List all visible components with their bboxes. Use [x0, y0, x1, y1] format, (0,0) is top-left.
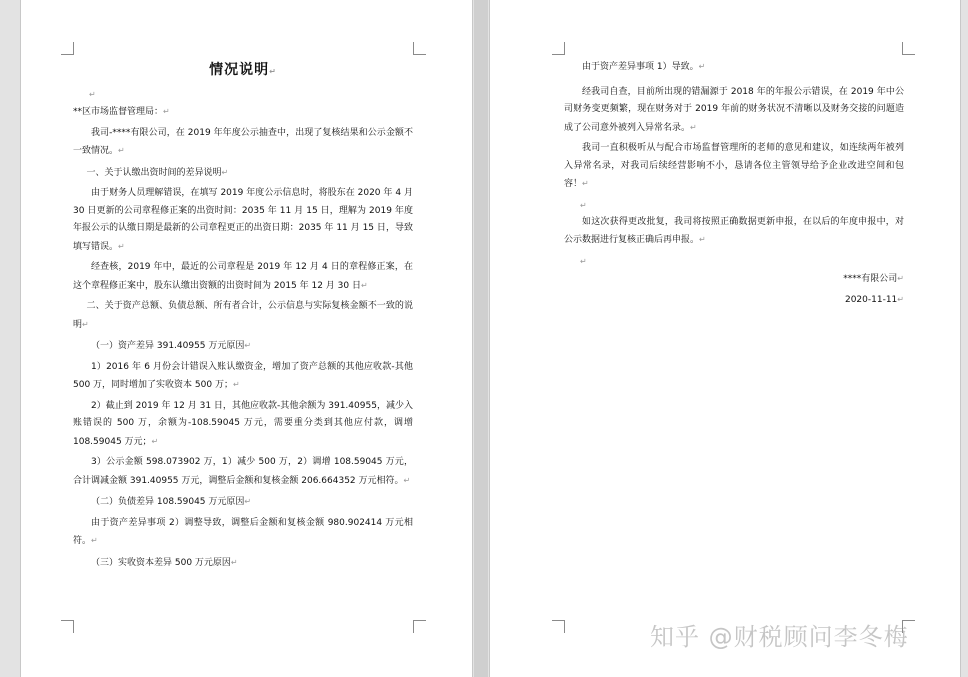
document-page-1 [20, 0, 473, 677]
document-title: 情况说明↵ [209, 62, 277, 78]
request-paragraph: 我司一直积极听从与配合市场监督管理所的老师的意见和建议，如连续两年被列入异常名录，对我司后续经营影响不小，恳请各位主管领导给予企业改进空间和包容！↵ [564, 143, 904, 189]
section-1-paragraph-1: 由于财务人员理解错误，在填写 2019 年度公示信息时，将股东在 2020 年 4 月 30 日更新的公司章程修正案的出资时间：2035 年 11 月 15 日，理解为 2019 年度年报公示的认缴日期是最新的公司章程更正的出资日期：2035 年 11 月 15 日，导致填写错误。↵ [73, 188, 413, 252]
self-check-paragraph: 经我司自查，目前所出现的错漏源于 2018 年的年报公示错误，在 2019 年中公司财务变更频繁，现在财务对于 2019 年前的财务状况不清晰以及财务交接的问题造成了公司意外被列入异常名录。↵ [564, 86, 904, 133]
blank-paragraph: ↵ [580, 256, 587, 266]
commitment-paragraph: 如这次获得更改批复，我司将按照正确数据更新申报，在以后的年度申报中，对公示数据进行复核正确后再申报。↵ [564, 216, 904, 245]
subsection-2-paragraph: 由于资产差异事项 2）调整导致，调整后金额和复核金额 980.902414 万元相符。↵ [73, 517, 413, 546]
subsection-2-heading: （二）负债差异 108.59045 万元原因↵ [91, 497, 252, 507]
section-1-heading: 一、关于认缴出资时间的差异说明↵ [86, 167, 229, 178]
document-page-2 [489, 0, 961, 677]
margin-corner-mark [413, 42, 426, 55]
subsection-1-item-1: 1）2016 年 6 月份会计错误入账认缴资金，增加了资产总额的其他应收款-其他 500 万，同时增加了实收资本 500 万；↵ [73, 361, 413, 390]
signature-company: ****有限公司↵ [843, 273, 904, 284]
section-1-paragraph-2: 经查核，2019 年中，最近的公司章程是 2019 年 12 月 4 日的章程修正案，在这个章程修正案中，股东认缴出资额的出资时间为 2015 年 12 月 30 日↵ [73, 262, 413, 291]
signature-date: 2020-11-11↵ [844, 295, 904, 305]
blank-paragraph: ↵ [89, 90, 96, 99]
subsection-1-item-2: 2）截止到 2019 年 12 月 31 日，其他应收款-其他余额为 391.40955，减少入账错误的 500 万，余额为-108.59045 万元，需要重分类到其他应付款，调增 108.59045 万元；↵ [73, 400, 413, 447]
intro-paragraph: 我司-****有限公司，在 2019 年年度公示抽查中，出现了复核结果和公示金额不一致情况。↵ [73, 127, 413, 156]
blank-paragraph: ↵ [580, 200, 587, 210]
margin-corner-mark [552, 42, 565, 55]
margin-corner-mark [61, 42, 74, 55]
continuation-paragraph: 由于资产差异事项 1）导致。↵ [582, 62, 706, 72]
margin-corner-mark [552, 620, 565, 633]
subsection-3-heading: （三）实收资本差异 500 万元原因↵ [91, 557, 238, 568]
page-2-body[interactable] [564, 58, 904, 313]
subsection-1-heading: （一）资产差异 391.40955 万元原因↵ [91, 341, 252, 351]
margin-corner-mark [902, 42, 915, 55]
page-1-body[interactable] [73, 58, 413, 575]
watermark: 知乎 @财税顾问李冬梅 [650, 623, 909, 651]
margin-corner-mark [61, 620, 74, 633]
addressee: **区市场监督管理局：↵ [73, 107, 170, 117]
margin-corner-mark [413, 620, 426, 633]
page-gap [474, 0, 488, 677]
subsection-1-item-3: 3）公示金额 598.073902 万，1）减少 500 万，2）调增 108.59045 万元，合计调减金额 391.40955 万元，调整后金额和复核金额 206.664352 万元相符。↵ [73, 457, 413, 486]
section-2-heading: 二、关于资产总额、负债总额、所有者合计，公示信息与实际复核金额不一致的说明↵ [73, 301, 413, 330]
